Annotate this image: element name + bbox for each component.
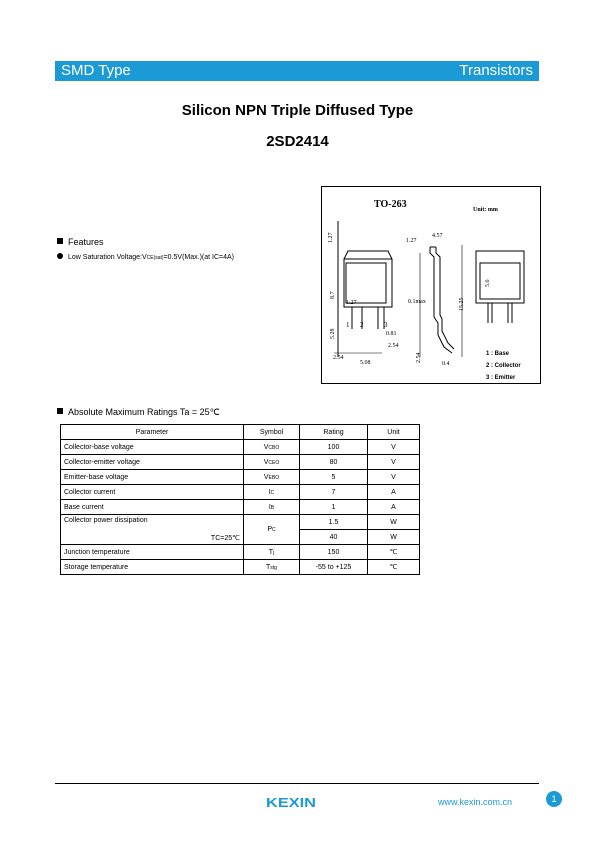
part-number: 2SD2414	[266, 133, 329, 150]
front-view	[334, 221, 392, 357]
package-name: TO-263	[374, 199, 407, 210]
dim-label: 5.08	[360, 360, 371, 366]
bullet-icon	[57, 253, 63, 259]
header-parameter: Parameter	[61, 425, 244, 440]
page-title: Silicon NPN Triple Diffused Type	[181, 102, 414, 119]
header-banner	[55, 61, 539, 81]
ratings-table	[60, 424, 420, 575]
table-row: Collector-emitter voltage VCEO 80 V	[61, 455, 420, 470]
square-bullet-icon	[57, 238, 63, 244]
back-view	[476, 251, 524, 323]
header-rating: Rating	[300, 425, 368, 440]
table-row: Collector power dissipation TC=25℃ PC 1.5 W	[61, 515, 420, 530]
table-row: Emitter-base voltage VEBO 5 V	[61, 470, 420, 485]
header-category: Transistors	[459, 62, 533, 79]
pin-legend-collector: 2 : Collector	[486, 363, 521, 369]
pin-number: 3	[384, 321, 388, 329]
dim-label: 2.54	[388, 343, 399, 349]
side-view	[420, 245, 462, 357]
unit-label: Unit: mm	[473, 207, 498, 213]
table-row: 40 W	[61, 530, 420, 545]
pin-number: 2	[360, 321, 364, 329]
pin-number: 1	[346, 321, 350, 329]
dim-label: 1.27	[328, 232, 334, 243]
svg-text:KEXIN: KEXIN	[266, 795, 316, 810]
table-row: Storage temperature Tstg -55 to +125 ℃	[61, 560, 420, 575]
pin-legend-emitter: 3 : Emitter	[486, 375, 516, 381]
table-row: Junction temperature Tj 150 ℃	[61, 545, 420, 560]
features-heading: Features	[57, 237, 104, 247]
table-header-row	[61, 425, 420, 440]
dim-label: 5.28	[330, 328, 336, 339]
table-row: Base current IB 1 A	[61, 500, 420, 515]
dim-label: 2.54	[333, 355, 344, 361]
table-row: Collector current IC 7 A	[61, 485, 420, 500]
table-row: Collector-base voltage VCBO 100 V	[61, 440, 420, 455]
square-bullet-icon	[57, 408, 63, 414]
feature-item: Low Saturation Voltage:VCE(sat)=0.5V(Max.)(at IC=4A)	[57, 253, 234, 261]
dim-label: 0.4	[442, 361, 450, 367]
dim-label: 0.1max	[408, 299, 426, 305]
package-drawing	[321, 186, 541, 384]
header-unit: Unit	[368, 425, 420, 440]
ratings-heading: Absolute Maximum Ratings Ta = 25℃	[57, 407, 220, 418]
footer-divider	[55, 783, 539, 784]
page-number-badge: 1	[546, 791, 562, 807]
dim-label: 2.54	[416, 352, 422, 363]
kexin-logo	[266, 793, 316, 811]
header-type: SMD Type	[61, 62, 131, 79]
dim-label: 5.6	[485, 279, 491, 287]
footer-url[interactable]: www.kexin.com.cn	[438, 797, 513, 807]
dim-label: 8.7	[330, 291, 336, 299]
dim-label: 4.57	[432, 233, 443, 239]
dim-label: 15.25	[459, 297, 465, 311]
pin-legend-base: 1 : Base	[486, 351, 510, 357]
dim-label: 1.27	[346, 300, 357, 306]
header-symbol: Symbol	[244, 425, 300, 440]
dim-label: 0.81	[386, 331, 397, 337]
dim-label: 1.27	[406, 238, 417, 244]
